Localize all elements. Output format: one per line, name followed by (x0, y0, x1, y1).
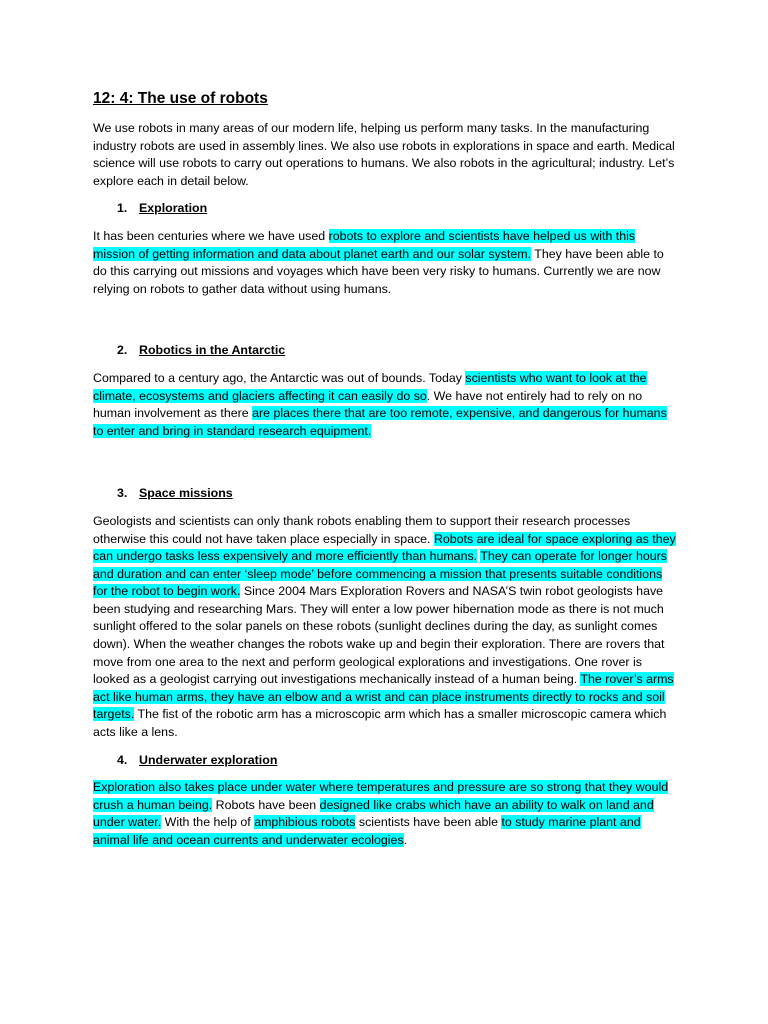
highlighted-text: Exploration also takes place under water where temperatures and pressure are so strong that they would crush a human being. (93, 780, 669, 812)
section-heading-antarctic (117, 342, 678, 360)
spacer (93, 440, 678, 475)
section-heading-underwater (117, 752, 678, 770)
paragraph-text: With the help of (161, 815, 255, 830)
highlighted-text: Robots are ideal for space exploring as they can undergo tasks less expensively and more efficiently than humans. (93, 531, 676, 564)
paragraph-text: They have been able to do this carrying out missions and voyages which have been very risky to humans. Currently we are now relying on robots to gather data without using humans. (93, 246, 664, 296)
section-heading-exploration (117, 200, 678, 218)
section-paragraph-antarctic (93, 370, 678, 440)
section-title: Space missions (139, 486, 233, 501)
highlighted-text: are places there that are too remote, expensive, and dangerous for humans to enter and bring in standard research equipment. (93, 406, 667, 438)
highlighted-text: amphibious robots (254, 815, 356, 830)
highlighted-text: to study marine plant and animal life and ocean currents and underwater ecologies (93, 815, 641, 847)
highlighted-text: designed like crabs which have an ability to walk on land and under water. (93, 797, 654, 830)
section-paragraph-exploration (93, 228, 678, 298)
section-number: 2. (117, 343, 128, 358)
paragraph-text: Compared to a century ago, the Antarctic was out of bounds. Today (93, 370, 466, 385)
section-paragraph-space-missions (93, 513, 678, 742)
page-title: 12: 4: The use of robots (93, 90, 268, 107)
section-number: 3. (117, 486, 128, 501)
section-heading-space-missions (117, 485, 678, 503)
document-page (93, 88, 678, 850)
section-number: 1. (117, 201, 128, 216)
section-number: 4. (117, 752, 128, 767)
section-title: Robotics in the Antarctic (139, 343, 286, 358)
paragraph-text: Robots have been (212, 797, 320, 812)
intro-paragraph: We use robots in many areas of our modern life, helping us perform many tasks. In the manufacturing industry robots are used in assembly lines. We also use robots in explorations in space and earth. Medical science will use robots to carry out operations to humans. We also robots in the agricultural; industry. Let’s explore each in detail below. (93, 121, 675, 188)
spacer (93, 298, 678, 332)
highlighted-text: scientists who want to look at the climate, ecosystems and glaciers affecting it can easily do so (93, 370, 647, 403)
highlighted-text: robots to explore and scientists have helped us with this mission of getting information and data about planet earth and our solar system. (93, 228, 636, 261)
section-title: Underwater exploration (139, 752, 278, 767)
paragraph-text: . We have not entirely had to rely on no human involvement as there (93, 388, 643, 421)
paragraph-text: . (403, 833, 408, 847)
highlighted-text: The rover’s arms act like human arms, they have an elbow and a wrist and can place instruments directly to rocks and soil targets. (93, 672, 674, 722)
paragraph-text: Since 2004 Mars Exploration Rovers and NASA’S twin robot geologists have been studying and researching Mars. They will enter a low power hibernation mode as there is not much sunlight offered to the solar panels on these robots (sunlight declines during the day, as sunlight comes down). When the weather changes the robots wake up and begin their exploration. There are rovers that move from one area to the next and perform geological explorations and investigations. One rover is looked as a geologist carrying out investigations mechanically instead of a human being. (93, 584, 665, 687)
paragraph-text: Geologists and scientists can only thank robots enabling them to support their research processes otherwise this could not have taken place especially in space. (93, 513, 631, 546)
highlighted-text: They can operate for longer hours and duration and can enter ‘sleep mode’ before commencing a mission that presents suitable conditions for the robot to begin work. (93, 549, 667, 599)
paragraph-text: It has been centuries where we have used (93, 228, 329, 243)
paragraph-text: The fist of the robotic arm has a microscopic arm which has a smaller microscopic camera which acts like a lens. (93, 707, 667, 740)
section-paragraph-underwater (93, 779, 678, 849)
section-title: Exploration (139, 201, 208, 216)
paragraph-text: scientists have been able (355, 815, 502, 830)
